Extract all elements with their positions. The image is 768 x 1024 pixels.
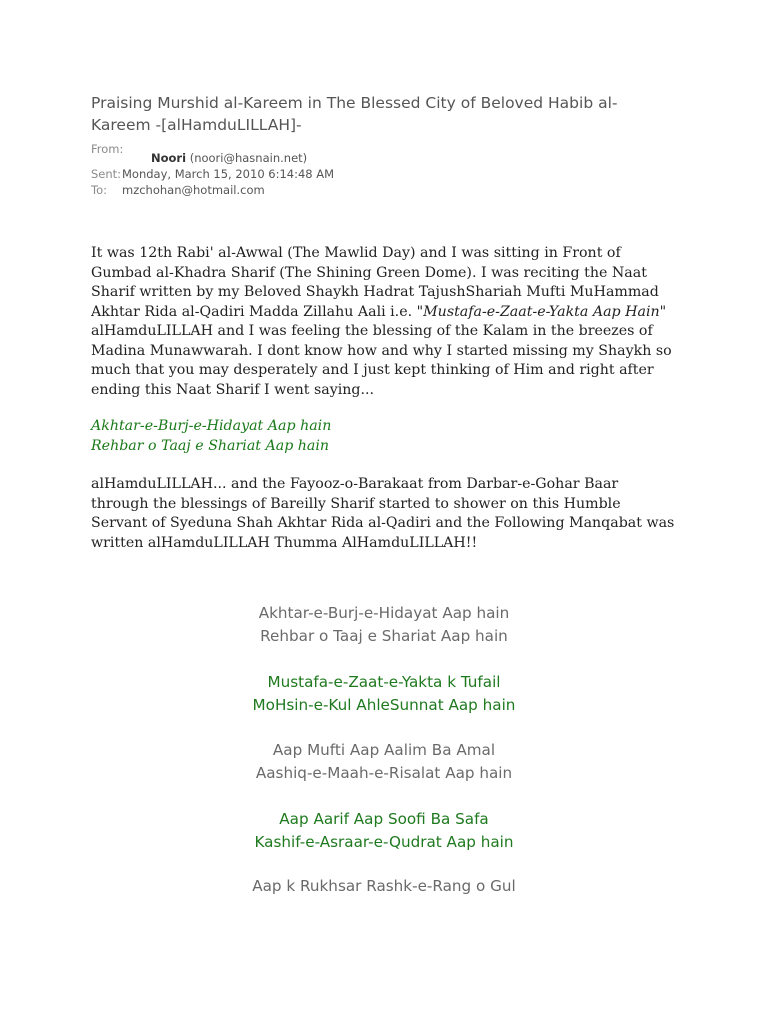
from-label: From: — [91, 142, 124, 156]
stanza-line: Kashif-e-Asraar-e-Qudrat Aap hain — [254, 832, 514, 851]
opening-verse-line-2: Rehbar o Taaj e Shariat Aap hain — [91, 437, 330, 454]
stanza-line: Aashiq-e-Maah-e-Risalat Aap hain — [255, 763, 513, 782]
stanza-line: Aap Aarif Aap Soofi Ba Safa — [279, 810, 489, 828]
manqabat-stanza-3 — [0, 739, 768, 784]
to-label: To: — [91, 183, 107, 197]
stanza-line: Rehbar o Taaj e Shariat Aap hain — [260, 626, 508, 645]
sender-email[interactable]: (noori@hasnain.net) — [189, 151, 308, 165]
paragraph-1-start: It was 12th Rabi' al-Awwal (The Mawlid Day) and I was sitting in Front of Gumbad al-Khadra Sharif (The Shining Green Dome). I was reciting the Naat Sharif written by my Beloved Shaykh Hadrat TajushShariah Mufti MuHammad Akhtar Rida al-Qadiri Madda Zillahu Aali i.e. — [91, 245, 659, 320]
manqabat-stanza-4 — [0, 808, 768, 853]
to-value[interactable]: mzchohan@hotmail.com — [122, 183, 265, 197]
body-paragraph-2: alHamduLILLAH... and the Fayooz-o-Barakaat from Darbar-e-Gohar Baar through the blessings of Bareilly Sharif started to shower on this Humble Servant of Syeduna Shah Akhtar Rida al-Qadiri and the Following Manqabat was written alHamduLILLAH Thumma AlHamduLILLAH!! — [91, 476, 675, 551]
stanza-line: Akhtar-e-Burj-e-Hidayat Aap hain — [258, 604, 510, 622]
sent-label: Sent: — [91, 167, 122, 181]
manqabat-stanza-2 — [0, 671, 768, 716]
sender-name: Noori — [151, 151, 187, 165]
opening-verse-line-1: Akhtar-e-Burj-e-Hidayat Aap hain — [91, 418, 332, 434]
stanza-line: Mustafa-e-Zaat-e-Yakta k Tufail — [267, 673, 501, 691]
paragraph-1-end: alHamduLILLAH and I was feeling the blessing of the Kalam in the breezes of Madina Munawwarah. I dont know how and why I started missing my Shaykh so much that you may desperately and I just kept thinking of Him and right after ending this Naat Sharif I went saying... — [91, 323, 672, 398]
body-paragraph-1 — [91, 244, 677, 400]
manqabat-stanza-1 — [0, 602, 768, 647]
opening-verse — [91, 417, 677, 456]
stanza-line: MoHsin-e-Kul AhleSunnat Aap hain — [252, 695, 516, 714]
stanza-line: Aap Mufti Aap Aalim Ba Amal — [272, 741, 496, 759]
stanza-line: Aap k Rukhsar Rashk-e-Rang o Gul — [252, 877, 516, 895]
sent-value: Monday, March 15, 2010 6:14:48 AM — [122, 167, 335, 181]
from-value — [151, 151, 307, 165]
manqabat-stanza-5 — [0, 875, 768, 898]
naat-title: "Mustafa-e-Zaat-e-Yakta Aap Hain" — [416, 303, 667, 320]
email-subject: Praising Murshid al-Kareem in The Blessed City of Beloved Habib al-Kareem -[alHamduLILLAH]- — [91, 94, 618, 134]
